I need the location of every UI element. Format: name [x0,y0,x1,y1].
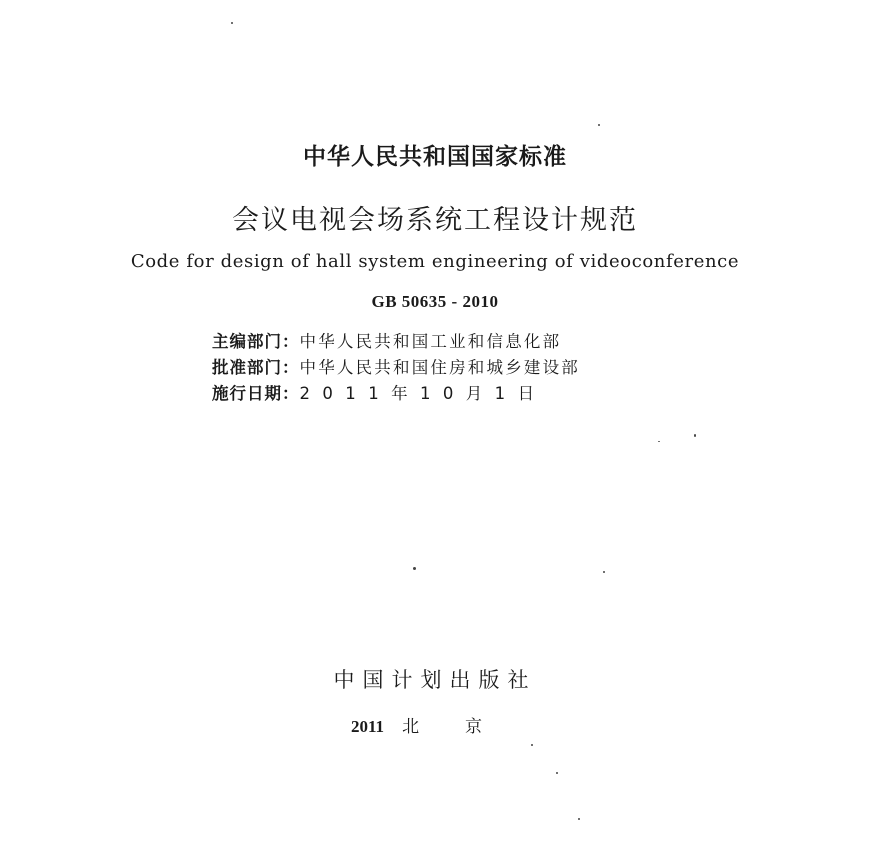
scan-speck [413,567,416,570]
approver-label: 批准部门： [212,358,300,377]
scan-speck [531,744,533,746]
scan-speck [603,571,605,573]
standard-code: GB 50635 - 2010 [371,292,499,311]
approver-row [212,354,712,378]
editor-row [212,328,712,352]
scan-speck [556,772,558,774]
effective-date-value: 2011年10月1日 [299,384,547,403]
publisher: 中国计划出版社 [333,668,537,692]
effective-date-label: 施行日期： [212,384,300,403]
scan-speck [694,434,696,437]
publication-city: 北京 [402,717,529,737]
title-english: Code for design of hall system engineering of videoconference [130,251,740,272]
editor-value: 中华人民共和国工业和信息化部 [299,332,562,351]
scan-speck [598,124,600,126]
editor-label: 主编部门： [212,332,300,351]
scan-speck [578,818,580,820]
scan-speck [658,441,660,442]
approver-value: 中华人民共和国住房和城乡建设部 [299,358,580,377]
title-chinese: 会议电视会场系统工程设计规范 [232,205,638,236]
scan-speck [231,22,233,24]
publication-year: 2011 [351,717,385,736]
effective-date-row [212,380,712,404]
standard-type: 中华人民共和国国家标准 [303,144,567,170]
publication-place [351,712,528,737]
